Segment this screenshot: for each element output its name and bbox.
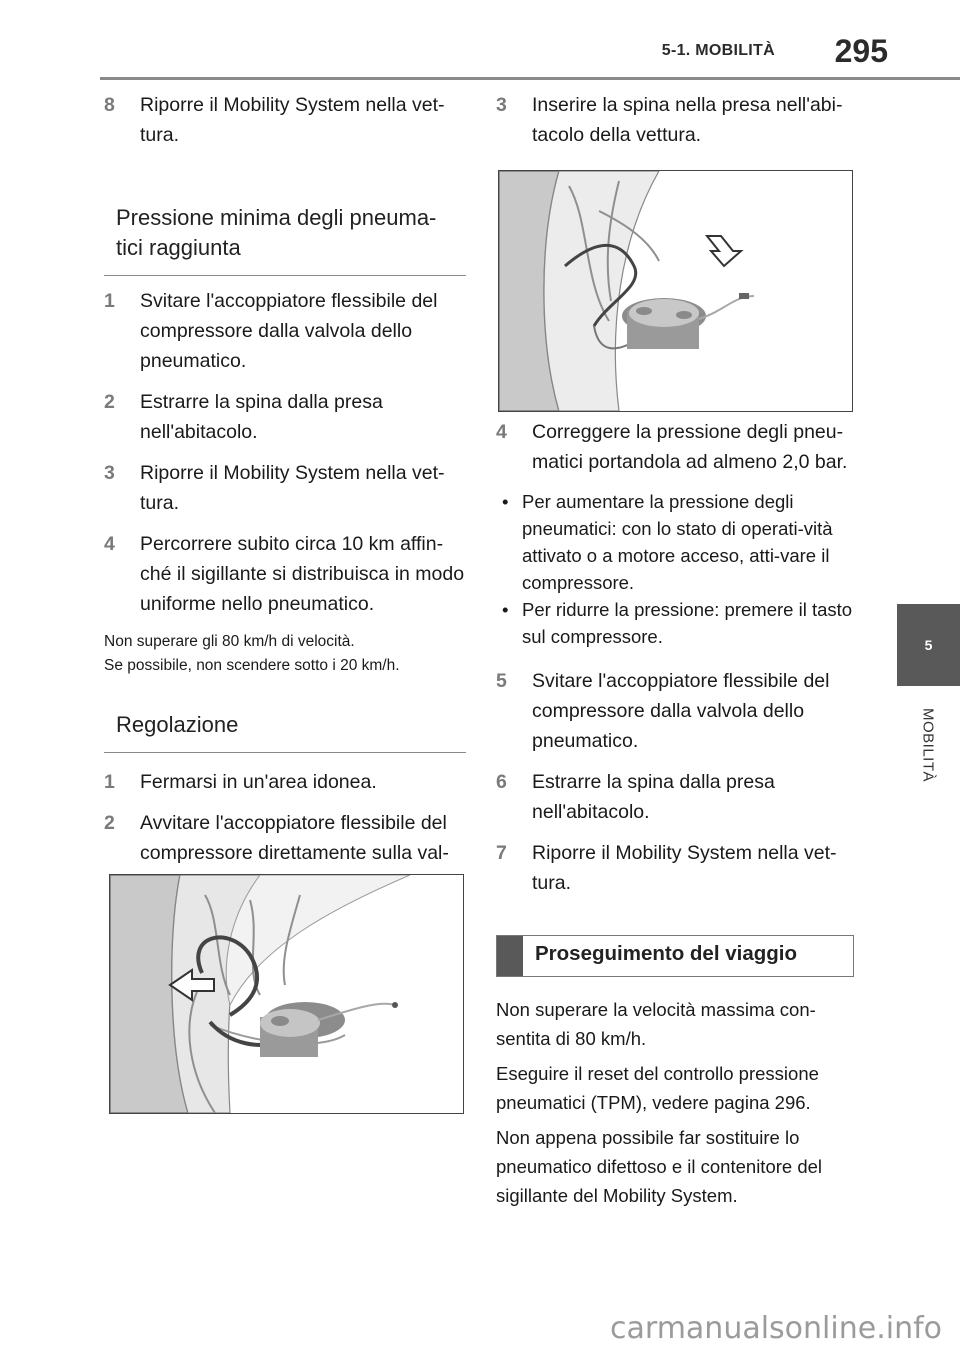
section-title: 5-1. MOBILITÀ — [661, 42, 775, 59]
step-number: 4 — [496, 421, 507, 443]
bullet-item — [496, 488, 854, 596]
step-text: Fermarsi in un'area idonea. — [140, 771, 377, 793]
step-text: Riporre il Mobility System nella vet-tura. — [140, 94, 445, 146]
figure-compressor-plug — [498, 170, 853, 412]
step-item — [104, 529, 466, 619]
compressor-plug-arrow-icon — [499, 171, 852, 411]
section-heading: Pressione minima degli pneuma-tici raggiunta — [104, 203, 466, 276]
paragraph: Eseguire il reset del controllo pressione pneumatici (TPM), vedere pagina 296. — [496, 1063, 819, 1113]
step-number: 3 — [104, 462, 115, 484]
step-item — [496, 417, 854, 477]
step-number: 2 — [104, 812, 115, 834]
step-text: Percorrere subito circa 10 km affin-ché il sigillante si distribuisca in modo uniforme nello pneumatico. — [140, 533, 465, 615]
step-text: Avvitare l'accoppiatore flessibile del compressore direttamente sulla val- — [140, 812, 449, 864]
page-number: 295 — [834, 33, 888, 69]
step-item — [496, 838, 854, 898]
step-text: Riporre il Mobility System nella vet-tura. — [140, 462, 445, 514]
step-item — [104, 458, 466, 518]
paragraph: Non appena possibile far sostituire lo pneumatico difettoso e il contenitore del sigillante del Mobility System. — [496, 1127, 823, 1206]
watermark: carmanualsonline.info — [610, 1311, 942, 1346]
section-heading-text: Proseguimento del viaggio — [535, 942, 797, 965]
note-text: Se possibile, non scendere sotto i 20 km/h. — [104, 657, 400, 674]
step-text: Riporre il Mobility System nella vet-tura. — [532, 842, 837, 894]
figure-compressor-on-wheel — [109, 874, 464, 1114]
step-number: 2 — [104, 391, 115, 413]
step-text: Svitare l'accoppiatore flessibile del compressore dalla valvola dello pneumatico. — [140, 290, 438, 372]
step-item — [104, 387, 466, 447]
step-item — [496, 666, 854, 756]
step-item — [104, 286, 466, 376]
step-number: 8 — [104, 94, 115, 116]
section-heading-dark — [496, 935, 854, 977]
step-number: 3 — [496, 94, 507, 116]
chapter-tab[interactable]: 5 — [897, 604, 960, 686]
step-item — [104, 767, 466, 797]
bullet-icon: • — [502, 491, 509, 512]
step-number: 7 — [496, 842, 507, 864]
left-column — [104, 90, 466, 909]
step-number: 5 — [496, 670, 507, 692]
step-item — [104, 90, 482, 150]
step-text: Estrarre la spina dalla presa nell'abitacolo. — [532, 771, 775, 823]
step-text: Svitare l'accoppiatore flessibile del compressore dalla valvola dello pneumatico. — [532, 670, 830, 752]
step-text: Estrarre la spina dalla presa nell'abitacolo. — [140, 391, 383, 443]
step-text: Inserire la spina nella presa nell'abi-tacolo della vettura. — [532, 94, 843, 146]
page-header — [0, 0, 960, 80]
step-number: 6 — [496, 771, 507, 793]
right-column — [496, 90, 854, 161]
chapter-label: MOBILITÀ — [919, 707, 937, 783]
step-number: 4 — [104, 533, 115, 555]
bullet-text: Per aumentare la pressione degli pneumatici: con lo stato di operati-vità attivato o a motore acceso, atti-vare il compressore. — [522, 491, 833, 593]
paragraph: Non superare la velocità massima con-sentita di 80 km/h. — [496, 999, 816, 1049]
step-number: 1 — [104, 290, 115, 312]
bullet-text: Per ridurre la pressione: premere il tasto sul compressore. — [522, 599, 853, 647]
step-item — [496, 90, 854, 150]
section-heading: Regolazione — [104, 710, 466, 753]
bullet-icon: • — [502, 599, 509, 620]
wheel-compressor-hose-arrow-icon — [110, 875, 463, 1113]
bullet-item — [496, 596, 854, 650]
step-text: Correggere la pressione degli pneu-matici portandola ad almeno 2,0 bar. — [532, 421, 848, 473]
note-text: Non superare gli 80 km/h di velocità. — [104, 633, 355, 650]
step-number: 1 — [104, 771, 115, 793]
header-divider — [100, 77, 960, 80]
heading-accent-bar — [497, 936, 523, 976]
right-column-lower — [496, 417, 854, 1216]
step-item — [496, 767, 854, 827]
